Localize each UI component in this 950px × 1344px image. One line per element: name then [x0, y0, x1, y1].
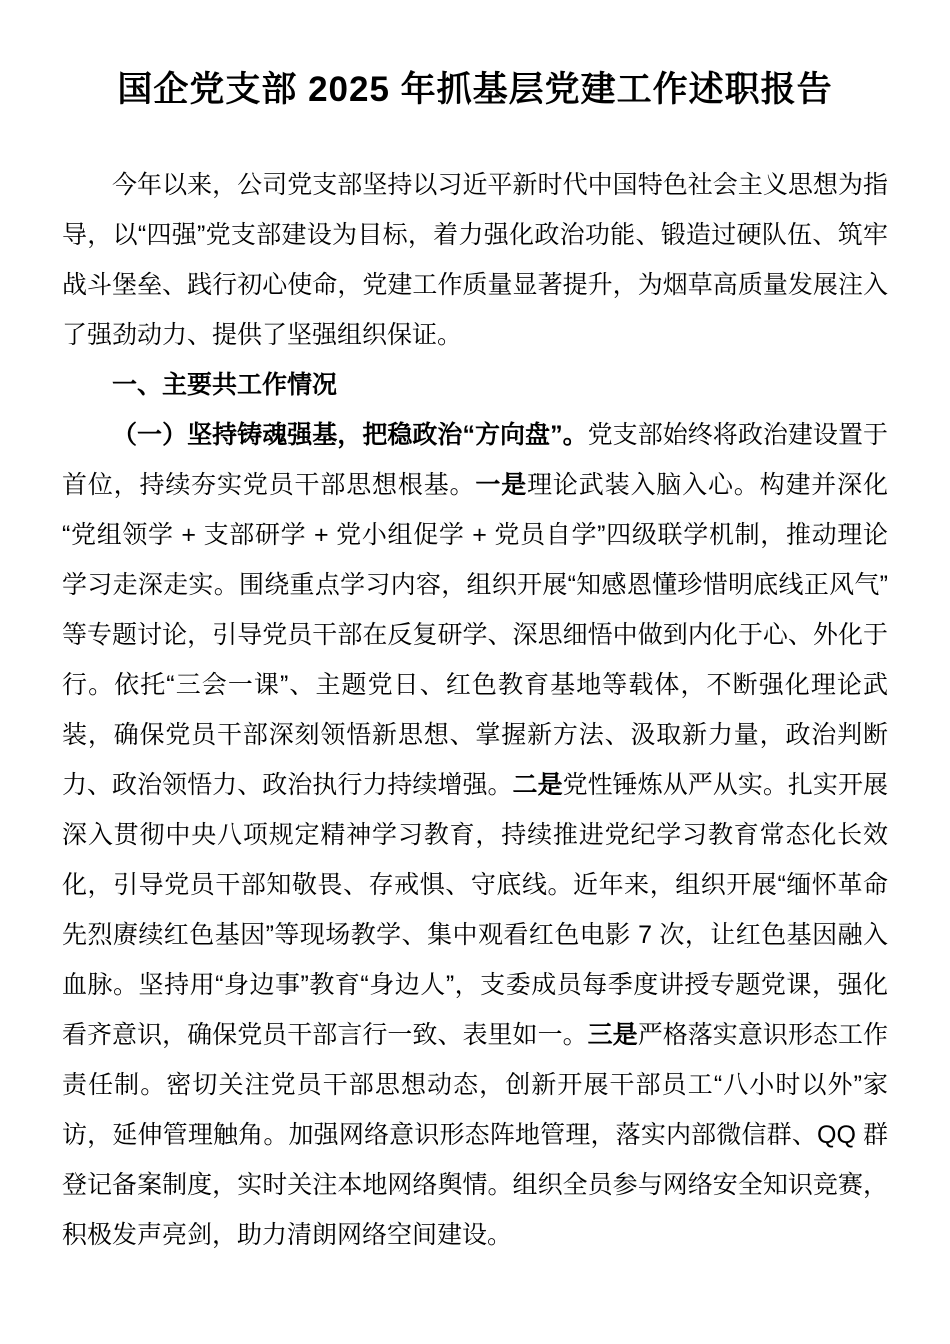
point1-text: 理论武装入脑入心。构建并深化“党组领学 + 支部研学 + 党小组促学 + 党员自学”四级联学机制，推动理论学习走深走实。围绕重点学习内容，组织开展“知感恩懂珍惜明底线正风气”等专题讨论，引导党员干部在反复研学、深思细悟中做到内化于心、外化于行。依托“三会一课”、主题党日、红色教育基地等载体，不断强化理论武装，确保党员干部深刻领悟新思想、掌握新方法、汲取新力量，政治判断力、政治领悟力、政治执行力持续增强。	[62, 471, 888, 799]
point2-label: 二是	[512, 771, 563, 799]
point3-text: 严格落实意识形态工作责任制。密切关注党员干部思想动态，创新开展干部员工“八小时以外”家访，延伸管理触角。加强网络意识形态阵地管理，落实内部微信群、QQ 群登记备案制度，实时关注本地网络舆情。组织全员参与网络安全知识竞赛，积极发声亮剑，助力清朗网络空间建设。	[62, 1021, 888, 1249]
point1-label: 一是	[475, 471, 528, 499]
point3-label: 三是	[587, 1021, 638, 1049]
subsection-opening: 党支部始终将政治建设置于首位，持续夯实党员干部思想根基。	[62, 421, 888, 499]
subsection-lead: （一）坚持铸魂强基，把稳政治“方向盘”。	[112, 421, 588, 449]
paragraph-intro: 今年以来，公司党支部坚持以习近平新时代中国特色社会主义思想为指导，以“四强”党支部建设为目标，着力强化政治功能、锻造过硬队伍、筑牢战斗堡垒、践行初心使命，党建工作质量显著提升，为烟草高质量发展注入了强劲动力、提供了坚强组织保证。	[62, 171, 888, 349]
section-heading-1: 一、主要共工作情况	[112, 371, 338, 399]
document-title: 国企党支部 2025 年抓基层党建工作述职报告	[117, 70, 833, 109]
paragraph-section1-sub1	[62, 410, 888, 1260]
point2-text: 党性锤炼从严从实。扎实开展深入贯彻中央八项规定精神学习教育，持续推进党纪学习教育常态化长效化，引导党员干部知敬畏、存戒惧、守底线。近年来，组织开展“缅怀革命先烈赓续红色基因”等现场教学、集中观看红色电影 7 次，让红色基因融入血脉。坚持用“身边事”教育“身边人”，支委成员每季度讲授专题党课，强化看齐意识，确保党员干部言行一致、表里如一。	[62, 771, 888, 1049]
